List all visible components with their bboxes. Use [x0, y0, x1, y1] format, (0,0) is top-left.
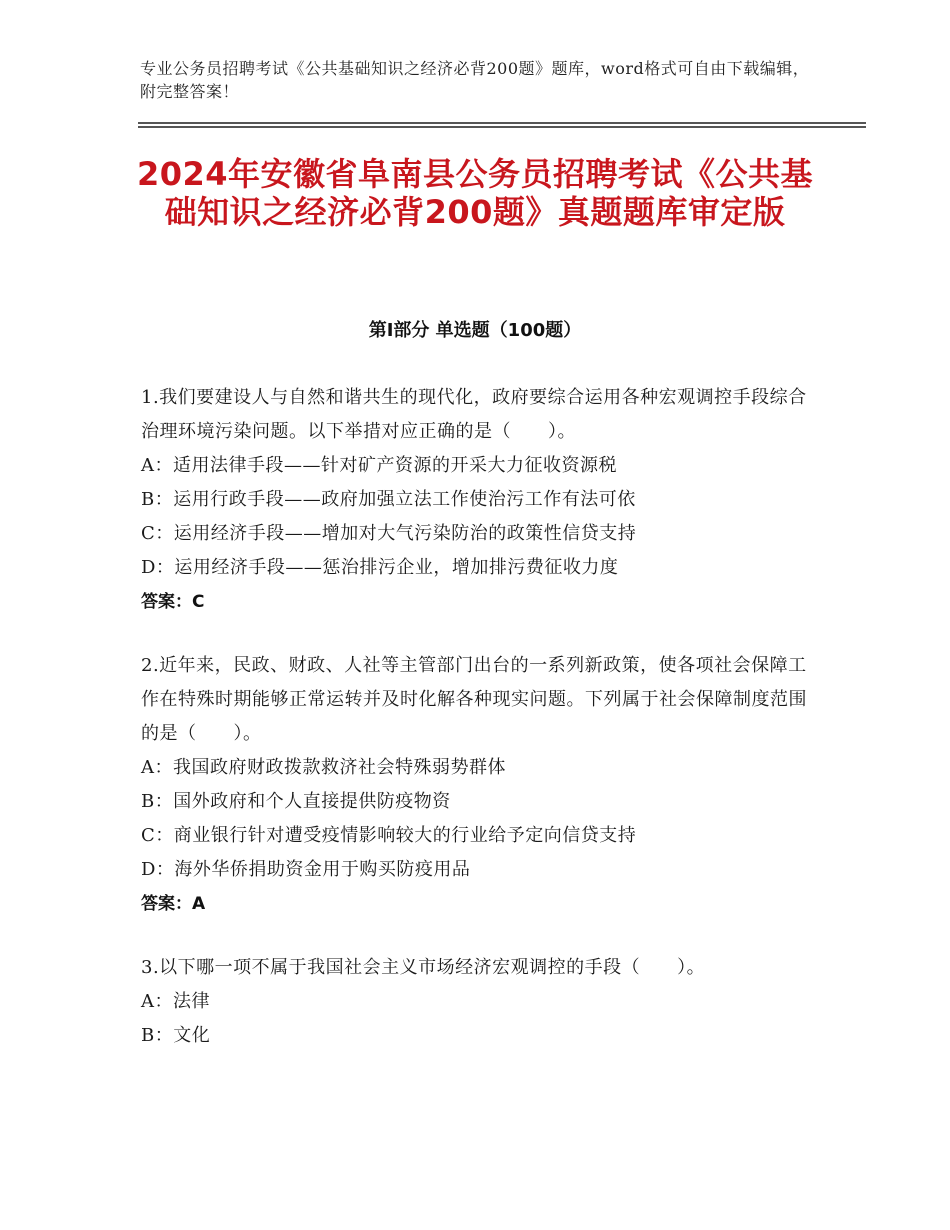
question-stem: 2.近年来，民政、财政、人社等主管部门出台的一系列新政策，使各项社会保障工作在特殊时期能够正常运转并及时化解各种现实问题。下列属于社会保障制度范围的是（ ）。 [141, 655, 807, 744]
answer: 答案：C [141, 592, 205, 612]
header-divider-top [138, 122, 866, 124]
question-list [141, 381, 811, 1083]
option-a: A：适用法律手段——针对矿产资源的开采大力征收资源税 [141, 455, 617, 476]
option-a: A：法律 [141, 991, 210, 1012]
option-c: C：运用经济手段——增加对大气污染防治的政策性信贷支持 [141, 523, 637, 544]
answer: 答案：A [141, 894, 206, 914]
option-b: B：国外政府和个人直接提供防疫物资 [141, 791, 451, 812]
option-c: C：商业银行针对遭受疫情影响较大的行业给予定向信贷支持 [141, 825, 637, 846]
header-note: 专业公务员招聘考试《公共基础知识之经济必背200题》题库，word格式可自由下载编辑，附完整答案！ [140, 59, 810, 101]
question-1 [141, 381, 811, 619]
question-3 [141, 951, 811, 1053]
document-title: 2024年安徽省阜南县公务员招聘考试《公共基础知识之经济必背200题》真题题库审定版 [136, 155, 814, 231]
question-stem: 3.以下哪一项不属于我国社会主义市场经济宏观调控的手段（ ）。 [141, 957, 706, 978]
option-d: D：海外华侨捐助资金用于购买防疫用品 [141, 859, 471, 880]
question-stem: 1.我们要建设人与自然和谐共生的现代化，政府要综合运用各种宏观调控手段综合治理环境污染问题。以下举措对应正确的是（ ）。 [141, 387, 807, 442]
header-divider-bottom [138, 126, 866, 128]
section-title: 第Ⅰ部分 单选题（100题） [368, 320, 582, 341]
question-2 [141, 649, 811, 921]
option-b: B：运用行政手段——政府加强立法工作使治污工作有法可依 [141, 489, 636, 510]
option-b: B：文化 [141, 1025, 211, 1046]
option-a: A：我国政府财政拨款救济社会特殊弱势群体 [141, 757, 506, 778]
option-d: D：运用经济手段——惩治排污企业，增加排污费征收力度 [141, 557, 619, 578]
